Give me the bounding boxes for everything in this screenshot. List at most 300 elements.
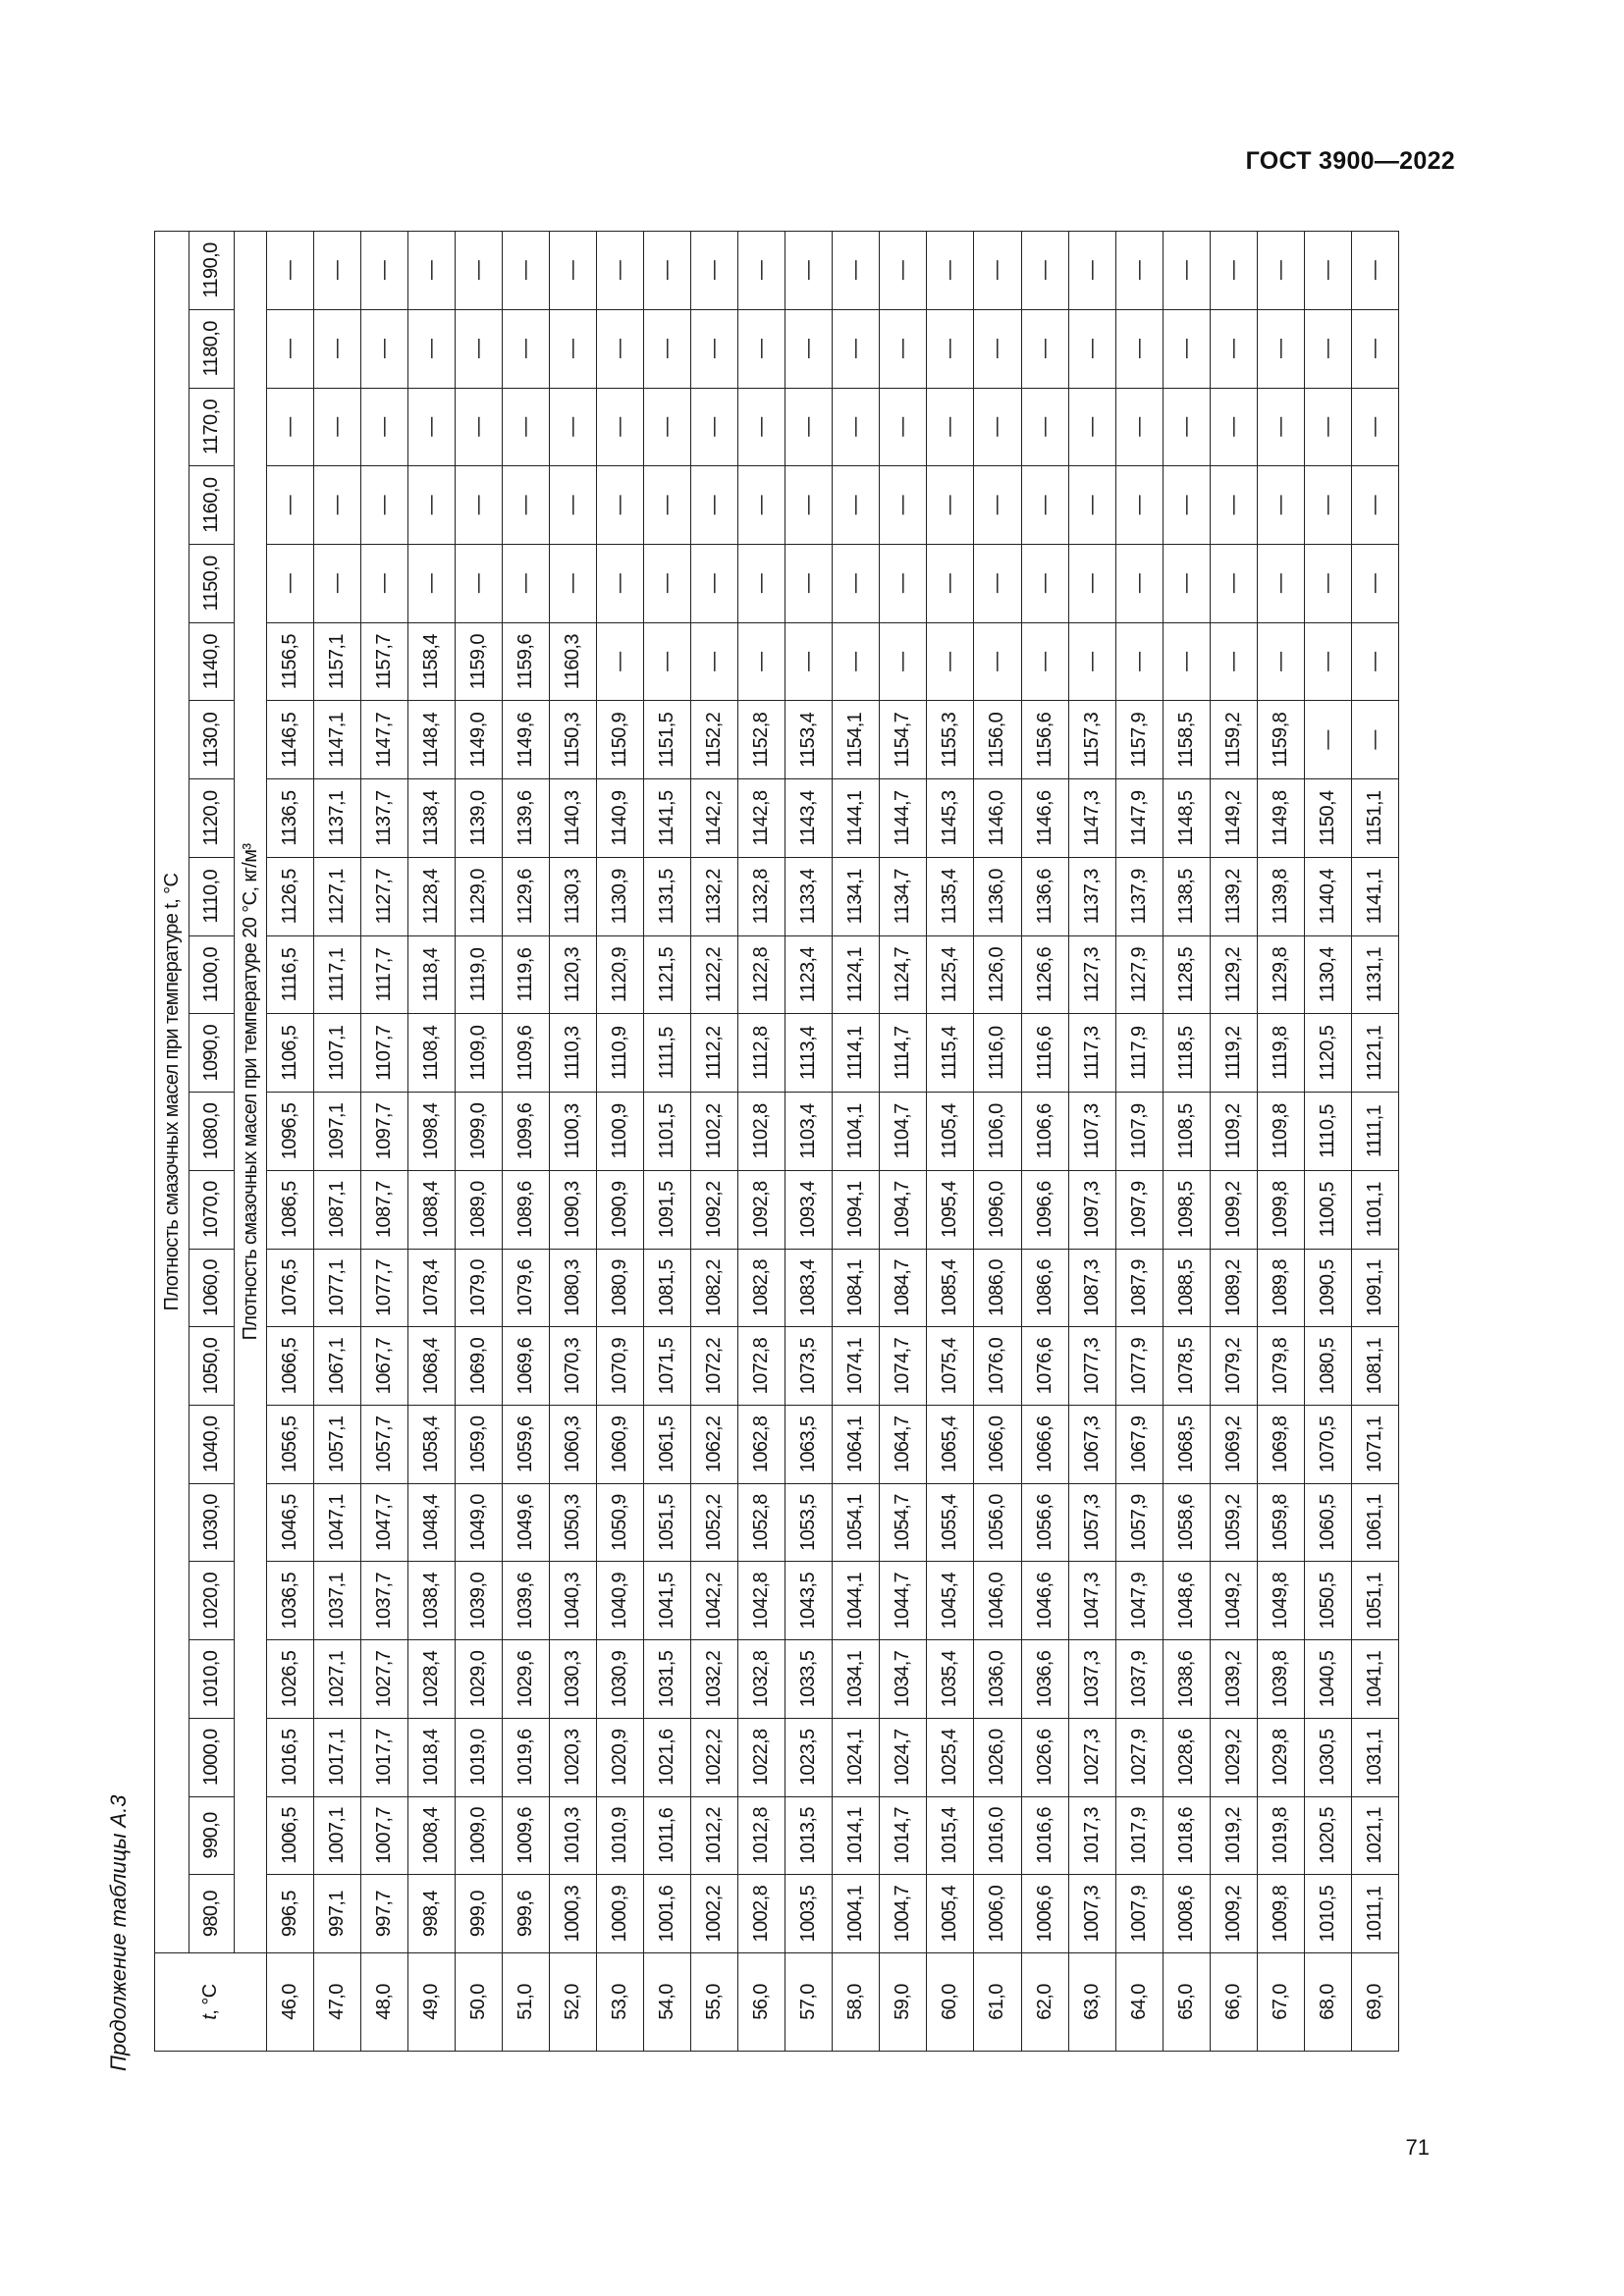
density-cell: 1051,5: [644, 1483, 691, 1562]
density-cell: 1084,1: [833, 1249, 880, 1327]
density-cell: 998,4: [408, 1875, 456, 1953]
density-cell: 1041,1: [1351, 1640, 1398, 1719]
density-cell: —: [644, 232, 691, 310]
density-cell: 1047,1: [314, 1483, 361, 1562]
density-cell: 1127,3: [1068, 935, 1115, 1014]
density-cell: 1126,0: [974, 935, 1021, 1014]
group-header: Плотность смазочных масел при температуре t, °C: [155, 232, 189, 1953]
standard-number: ГОСТ 3900—2022: [1245, 147, 1455, 175]
density-cell: 1060,5: [1304, 1483, 1351, 1562]
density-cell: 1069,8: [1257, 1405, 1304, 1483]
density-cell: 1071,5: [644, 1327, 691, 1406]
density-cell: 1046,6: [1021, 1562, 1068, 1640]
density-cell: 1029,8: [1257, 1718, 1304, 1796]
density-cell: —: [456, 309, 503, 388]
density-cell: 1050,9: [597, 1483, 644, 1562]
density-cell: —: [927, 309, 974, 388]
density-cell: 1077,9: [1115, 1327, 1163, 1406]
density-cell: 1022,8: [738, 1718, 785, 1796]
density-cell: —: [833, 622, 880, 701]
density-cell: 1037,7: [361, 1562, 408, 1640]
density-cell: —: [738, 622, 785, 701]
density-cell: 1046,5: [267, 1483, 314, 1562]
density-cell: —: [456, 232, 503, 310]
density-cell: 1091,5: [644, 1170, 691, 1249]
density-cell: 1107,3: [1068, 1093, 1115, 1171]
density-cell: 1110,5: [1304, 1093, 1351, 1171]
density-cell: 1099,6: [503, 1093, 550, 1171]
density-cell: —: [1304, 466, 1351, 545]
density-cell: 1130,3: [550, 857, 597, 935]
density-cell: 1112,2: [691, 1014, 738, 1093]
density-cell: —: [267, 466, 314, 545]
density-cell: —: [314, 232, 361, 310]
page-number: 71: [1405, 2135, 1430, 2160]
density-cell: 1070,5: [1304, 1405, 1351, 1483]
density-cell: —: [644, 388, 691, 466]
density-cell: 1079,8: [1257, 1327, 1304, 1406]
density-cell: 1048,4: [408, 1483, 456, 1562]
density-cell: 1027,7: [361, 1640, 408, 1719]
density-cell: 1150,4: [1304, 779, 1351, 858]
density-cell: 1152,8: [738, 701, 785, 779]
column-header: 1000,0: [189, 1718, 235, 1796]
table-row: [691, 232, 738, 2052]
density-cell: —: [1210, 232, 1257, 310]
density-cell: 1029,2: [1210, 1718, 1257, 1796]
density-cell: 1038,4: [408, 1562, 456, 1640]
column-header: 1030,0: [189, 1483, 235, 1562]
density-cell: 1147,7: [361, 701, 408, 779]
density-cell: 1123,4: [785, 935, 833, 1014]
density-cell: 1139,2: [1210, 857, 1257, 935]
density-cell: 1067,3: [1068, 1405, 1115, 1483]
column-header: 980,0: [189, 1875, 235, 1953]
density-cell: —: [550, 309, 597, 388]
density-cell: —: [1068, 309, 1115, 388]
temperature-cell: 60,0: [927, 1953, 974, 2052]
density-cell: 1089,6: [503, 1170, 550, 1249]
column-header: 1190,0: [189, 232, 235, 310]
table-row: [927, 232, 974, 2052]
density-cell: 1018,4: [408, 1718, 456, 1796]
density-cell: —: [738, 232, 785, 310]
density-cell: 1011,6: [644, 1796, 691, 1875]
density-cell: 1024,1: [833, 1718, 880, 1796]
density-cell: 1143,4: [785, 779, 833, 858]
density-cell: 1033,5: [785, 1640, 833, 1719]
density-cell: —: [927, 232, 974, 310]
table-container: [154, 231, 1399, 2052]
density-cell: 1119,8: [1257, 1014, 1304, 1093]
density-cell: —: [361, 232, 408, 310]
density-cell: 1138,4: [408, 779, 456, 858]
density-cell: —: [1210, 622, 1257, 701]
temperature-cell: 67,0: [1257, 1953, 1304, 2052]
density-cell: 1066,0: [974, 1405, 1021, 1483]
density-cell: 1086,0: [974, 1249, 1021, 1327]
table-row: [644, 232, 691, 2052]
density-cell: —: [1304, 701, 1351, 779]
density-cell: —: [1115, 545, 1163, 623]
density-cell: —: [314, 545, 361, 623]
density-cell: 1073,5: [785, 1327, 833, 1406]
density-cell: 1012,2: [691, 1796, 738, 1875]
density-cell: 1119,0: [456, 935, 503, 1014]
column-header: 1010,0: [189, 1640, 235, 1719]
density-cell: 1153,4: [785, 701, 833, 779]
density-cell: 1074,7: [880, 1327, 927, 1406]
density-cell: 1017,7: [361, 1718, 408, 1796]
density-cell: 1050,5: [1304, 1562, 1351, 1640]
density-cell: 1101,5: [644, 1093, 691, 1171]
density-cell: 1104,7: [880, 1093, 927, 1171]
density-cell: 1130,4: [1304, 935, 1351, 1014]
density-cell: —: [1021, 232, 1068, 310]
density-cell: 1059,0: [456, 1405, 503, 1483]
column-header-row: [189, 232, 235, 2052]
density-cell: 1058,4: [408, 1405, 456, 1483]
density-cell: 1099,0: [456, 1093, 503, 1171]
density-cell: 1093,4: [785, 1170, 833, 1249]
density-cell: —: [1210, 545, 1257, 623]
density-cell: 1129,0: [456, 857, 503, 935]
density-cell: 1117,1: [314, 935, 361, 1014]
density-cell: 1069,0: [456, 1327, 503, 1406]
density-cell: 1102,8: [738, 1093, 785, 1171]
density-cell: 1110,9: [597, 1014, 644, 1093]
density-cell: 1121,5: [644, 935, 691, 1014]
density-cell: 1004,1: [833, 1875, 880, 1953]
density-cell: —: [267, 388, 314, 466]
density-cell: 1027,3: [1068, 1718, 1115, 1796]
temperature-cell: 58,0: [833, 1953, 880, 2052]
density-cell: 1160,3: [550, 622, 597, 701]
density-cell: 1157,1: [314, 622, 361, 701]
density-cell: —: [1068, 388, 1115, 466]
density-cell: 1046,0: [974, 1562, 1021, 1640]
density-cell: 1105,4: [927, 1093, 974, 1171]
density-cell: —: [880, 232, 927, 310]
density-cell: 1094,7: [880, 1170, 927, 1249]
density-cell: 1059,6: [503, 1405, 550, 1483]
density-cell: —: [1021, 622, 1068, 701]
column-header: 1060,0: [189, 1249, 235, 1327]
density-cell: 1071,1: [1351, 1405, 1398, 1483]
density-cell: 1087,1: [314, 1170, 361, 1249]
density-cell: 1019,2: [1210, 1796, 1257, 1875]
density-cell: 1010,3: [550, 1796, 597, 1875]
table-row: [1163, 232, 1210, 2052]
density-cell: —: [1115, 622, 1163, 701]
density-cell: 1008,6: [1163, 1875, 1210, 1953]
density-cell: 1116,6: [1021, 1014, 1068, 1093]
density-cell: —: [1257, 388, 1304, 466]
density-cell: 1031,5: [644, 1640, 691, 1719]
density-cell: 1099,8: [1257, 1170, 1304, 1249]
table-row: [503, 232, 550, 2052]
density-cell: —: [361, 466, 408, 545]
density-cell: 1135,4: [927, 857, 974, 935]
density-cell: —: [1021, 466, 1068, 545]
density-cell: 1010,9: [597, 1796, 644, 1875]
density-cell: 1041,5: [644, 1562, 691, 1640]
column-header: 1130,0: [189, 701, 235, 779]
column-header: 1180,0: [189, 309, 235, 388]
temperature-cell: 46,0: [267, 1953, 314, 2052]
density-cell: 1099,2: [1210, 1170, 1257, 1249]
density-cell: 1107,1: [314, 1014, 361, 1093]
density-cell: 1116,5: [267, 935, 314, 1014]
density-cell: 1133,4: [785, 857, 833, 935]
density-cell: —: [503, 309, 550, 388]
density-cell: 1038,6: [1163, 1640, 1210, 1719]
density-cell: 1009,0: [456, 1796, 503, 1875]
column-header: 1080,0: [189, 1093, 235, 1171]
density-cell: 1154,7: [880, 701, 927, 779]
temperature-cell: 69,0: [1351, 1953, 1398, 2052]
density-cell: 1047,3: [1068, 1562, 1115, 1640]
column-header: 1100,0: [189, 935, 235, 1014]
density-cell: 1000,3: [550, 1875, 597, 1953]
density-cell: 1020,3: [550, 1718, 597, 1796]
density-cell: 1051,1: [1351, 1562, 1398, 1640]
density-cell: —: [880, 388, 927, 466]
density-cell: 1136,5: [267, 779, 314, 858]
density-cell: 1001,6: [644, 1875, 691, 1953]
table-row: [785, 232, 833, 2052]
density-cell: —: [1257, 466, 1304, 545]
density-cell: 1016,0: [974, 1796, 1021, 1875]
density-cell: —: [1163, 545, 1210, 623]
density-cell: 1118,5: [1163, 1014, 1210, 1093]
density-cell: —: [644, 466, 691, 545]
density-cell: —: [691, 622, 738, 701]
density-cell: —: [927, 622, 974, 701]
density-cell: 1064,1: [833, 1405, 880, 1483]
density-cell: —: [361, 545, 408, 623]
density-cell: 1088,4: [408, 1170, 456, 1249]
table-row: [456, 232, 503, 2052]
density-cell: 1148,5: [1163, 779, 1210, 858]
density-cell: 1111,5: [644, 1014, 691, 1093]
density-cell: 1054,7: [880, 1483, 927, 1562]
table-row: [1021, 232, 1068, 2052]
density-cell: 1007,7: [361, 1796, 408, 1875]
temperature-cell: 65,0: [1163, 1953, 1210, 2052]
density-cell: 1140,3: [550, 779, 597, 858]
density-cell: 1100,3: [550, 1093, 597, 1171]
density-cell: —: [503, 466, 550, 545]
density-cell: 1022,2: [691, 1718, 738, 1796]
density-cell: 1147,1: [314, 701, 361, 779]
density-cell: —: [550, 232, 597, 310]
density-cell: 1074,1: [833, 1327, 880, 1406]
density-cell: 1014,1: [833, 1796, 880, 1875]
density-cell: 1125,4: [927, 935, 974, 1014]
density-cell: 1035,4: [927, 1640, 974, 1719]
density-cell: —: [644, 622, 691, 701]
density-cell: 1044,1: [833, 1562, 880, 1640]
density-cell: 1058,6: [1163, 1483, 1210, 1562]
density-cell: 1147,3: [1068, 779, 1115, 858]
column-header: 1140,0: [189, 622, 235, 701]
density-cell: —: [1210, 466, 1257, 545]
density-cell: —: [1115, 466, 1163, 545]
density-cell: —: [785, 545, 833, 623]
density-cell: 1114,7: [880, 1014, 927, 1093]
density-cell: —: [691, 466, 738, 545]
density-cell: —: [974, 232, 1021, 310]
density-cell: 1006,5: [267, 1796, 314, 1875]
density-cell: 1036,6: [1021, 1640, 1068, 1719]
density-cell: 1132,8: [738, 857, 785, 935]
density-cell: —: [691, 309, 738, 388]
density-cell: 1109,6: [503, 1014, 550, 1093]
density-cell: 1083,4: [785, 1249, 833, 1327]
density-cell: 1117,9: [1115, 1014, 1163, 1093]
density-cell: —: [1068, 622, 1115, 701]
density-cell: 1149,2: [1210, 779, 1257, 858]
density-cell: 1157,7: [361, 622, 408, 701]
density-cell: 1122,8: [738, 935, 785, 1014]
density-cell: 1036,5: [267, 1562, 314, 1640]
temperature-symbol: t: [199, 2014, 221, 2020]
density-cell: 1040,9: [597, 1562, 644, 1640]
density-cell: —: [1351, 232, 1398, 310]
density-cell: —: [833, 309, 880, 388]
density-cell: 1101,1: [1351, 1170, 1398, 1249]
density-cell: 1137,7: [361, 779, 408, 858]
density-cell: 1016,5: [267, 1718, 314, 1796]
density-cell: —: [974, 466, 1021, 545]
density-cell: 1097,9: [1115, 1170, 1163, 1249]
density-cell: 1118,4: [408, 935, 456, 1014]
column-header: 1110,0: [189, 857, 235, 935]
density-cell: —: [597, 388, 644, 466]
density-cell: 1030,9: [597, 1640, 644, 1719]
density-cell: 1021,6: [644, 1718, 691, 1796]
density-cell: 1010,5: [1304, 1875, 1351, 1953]
density-cell: 1077,1: [314, 1249, 361, 1327]
density-cell: 1112,8: [738, 1014, 785, 1093]
table-caption: Продолжение таблицы А.3: [106, 1794, 131, 2071]
density-cell: —: [880, 545, 927, 623]
density-cell: 1049,0: [456, 1483, 503, 1562]
density-cell: 1039,0: [456, 1562, 503, 1640]
density-cell: 1028,6: [1163, 1718, 1210, 1796]
temperature-cell: 53,0: [597, 1953, 644, 2052]
density-cell: 1007,1: [314, 1796, 361, 1875]
density-cell: —: [456, 545, 503, 623]
column-header: 1120,0: [189, 779, 235, 858]
density-cell: 1138,5: [1163, 857, 1210, 935]
density-cell: 1076,6: [1021, 1327, 1068, 1406]
density-cell: 1122,2: [691, 935, 738, 1014]
density-cell: 1026,6: [1021, 1718, 1068, 1796]
density-cell: 1034,7: [880, 1640, 927, 1719]
density-cell: 1140,9: [597, 779, 644, 858]
density-cell: 1121,1: [1351, 1014, 1398, 1093]
density-cell: 1154,1: [833, 701, 880, 779]
density-cell: 1049,8: [1257, 1562, 1304, 1640]
density-cell: 1141,1: [1351, 857, 1398, 935]
density-cell: —: [1210, 388, 1257, 466]
density-cell: 1149,6: [503, 701, 550, 779]
density-cell: 1113,4: [785, 1014, 833, 1093]
density-cell: 1098,4: [408, 1093, 456, 1171]
density-cell: 1159,0: [456, 622, 503, 701]
density-cell: 1029,6: [503, 1640, 550, 1719]
density-cell: —: [691, 232, 738, 310]
density-cell: —: [1351, 309, 1398, 388]
density-cell: —: [1257, 232, 1304, 310]
density-cell: 1006,0: [974, 1875, 1021, 1953]
density-cell: —: [785, 388, 833, 466]
density-cell: 1009,6: [503, 1796, 550, 1875]
density-cell: 1067,1: [314, 1327, 361, 1406]
density-cell: —: [927, 545, 974, 623]
density-cell: 1019,0: [456, 1718, 503, 1796]
density-cell: 1159,6: [503, 622, 550, 701]
density-cell: 1070,3: [550, 1327, 597, 1406]
density-cell: —: [1304, 232, 1351, 310]
density-cell: —: [738, 545, 785, 623]
density-cell: 1067,7: [361, 1327, 408, 1406]
temperature-cell: 51,0: [503, 1953, 550, 2052]
density-cell: —: [597, 622, 644, 701]
density-cell: 1097,1: [314, 1093, 361, 1171]
density-cell: 1146,6: [1021, 779, 1068, 858]
density-cell: 1054,1: [833, 1483, 880, 1562]
density-cell: 1147,9: [1115, 779, 1163, 858]
density-cell: 1104,1: [833, 1093, 880, 1171]
density-cell: 1120,9: [597, 935, 644, 1014]
density-cell: 1017,1: [314, 1718, 361, 1796]
table-row: [1351, 232, 1398, 2052]
density-cell: —: [1304, 545, 1351, 623]
density-cell: —: [408, 309, 456, 388]
density-cell: 1117,7: [361, 935, 408, 1014]
density-cell: 1089,0: [456, 1170, 503, 1249]
temperature-cell: 68,0: [1304, 1953, 1351, 2052]
density-cell: —: [1257, 545, 1304, 623]
density-cell: —: [833, 545, 880, 623]
density-cell: 1129,6: [503, 857, 550, 935]
density-cell: 1144,7: [880, 779, 927, 858]
density-cell: 1006,6: [1021, 1875, 1068, 1953]
density-cell: 1060,9: [597, 1405, 644, 1483]
density-cell: 1124,1: [833, 935, 880, 1014]
density-cell: 1057,1: [314, 1405, 361, 1483]
density-cell: —: [550, 545, 597, 623]
density-cell: 1100,9: [597, 1093, 644, 1171]
table-row: [408, 232, 456, 2052]
density-cell: —: [785, 466, 833, 545]
density-cell: 1136,0: [974, 857, 1021, 935]
density-cell: 1036,0: [974, 1640, 1021, 1719]
density-cell: 997,1: [314, 1875, 361, 1953]
density-cell: 1131,1: [1351, 935, 1398, 1014]
density-cell: 1032,8: [738, 1640, 785, 1719]
table-row: [738, 232, 785, 2052]
temperature-cell: 66,0: [1210, 1953, 1257, 2052]
density-cell: 1156,0: [974, 701, 1021, 779]
density-cell: —: [1351, 466, 1398, 545]
density-cell: 1080,3: [550, 1249, 597, 1327]
density-cell: 1004,7: [880, 1875, 927, 1953]
density-cell: 1069,2: [1210, 1405, 1257, 1483]
